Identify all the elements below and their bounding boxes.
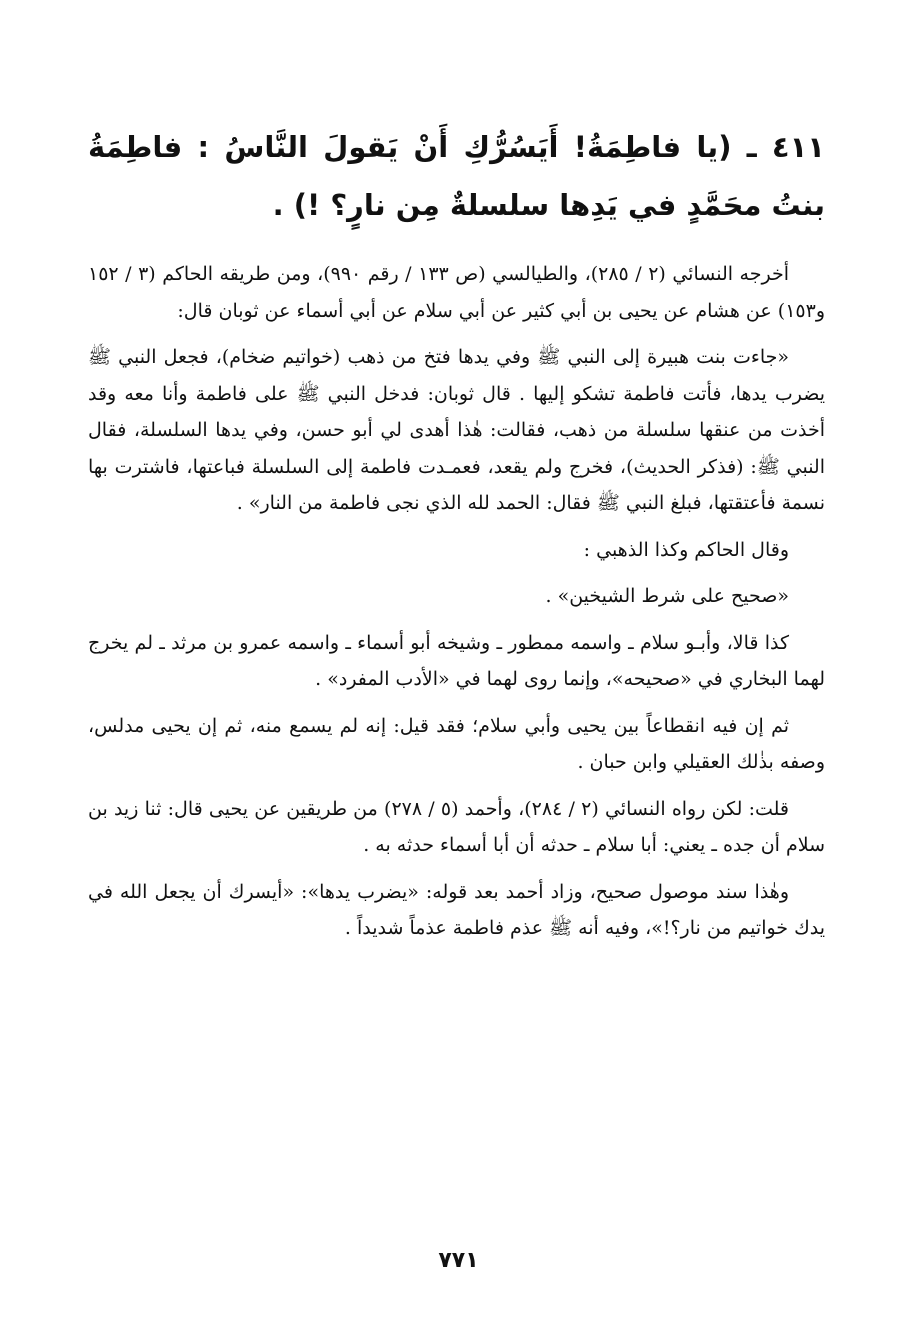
- paragraph-hadith-text: «جاءت بنت هبيرة إلى النبي ﷺ وفي يدها فتخ من ذهب (خواتيم ضخام)، فجعل النبي ﷺ يضرب يدها، فأتت فاطمة تشكو إليها . قال ثوبان: فدخل النبي ﷺ على فاطمة وأنا معه وقد أخذت من عنقها سلسلة من ذهب، فقالت: هٰذا أهدى لي أبو حسن، وفي يدها السلسلة، فقال النبي ﷺ: (فذكر الحديث)، فخرج ولم يقعد، فعمـدت فاطمة إلى السلسلة فباعتها، فاشترت بها نسمة فأعتقتها، فبلغ النبي ﷺ فقال: الحمد لله الذي نجى فاطمة من النار» .: [88, 346, 825, 514]
- paragraph-hakim-verdict: «صحيح على شرط الشيخين» .: [545, 585, 789, 607]
- paragraph-conclusion: وهٰذا سند موصول صحيح، وزاد أحمد بعد قوله: «يضرب يدها»: «أيسرك أن يجعل الله في يدك خواتيم من نار؟!»، وفيه أنه ﷺ عذم فاطمة عذماً شديداً .: [88, 880, 825, 939]
- hadith-heading: ٤١١ ـ (يا فاطِمَةُ! أَيَسُرُّكِ أَنْ يَقولَ النَّاسُ : فاطِمَةُ بنتُ محَمَّدٍ في يَدِها سلسلةٌ مِن نارٍ؟ !) .: [88, 130, 825, 222]
- paragraph-narrators-note: كذا قالا، وأبـو سلام ـ واسمه ممطور ـ وشيخه أبو أسماء ـ واسمه عمرو بن مرثد ـ لم يخرج لهما البخاري في «صحيحه»، وإنما روى لهما في «الأدب المفرد» .: [88, 631, 825, 690]
- paragraph-takhrij: أخرجه النسائي (٢ / ٢٨٥)، والطيالسي (ص ١٣٣ / رقم ٩٩٠)، ومن طريقه الحاكم (٣ / ١٥٢ و١٥٣) عن هشام عن يحيى بن أبي كثير عن أبي سلام عن أبي أسماء عن ثوبان قال:: [88, 263, 825, 322]
- paragraph-hakim-statement: وقال الحاكم وكذا الذهبي :: [583, 538, 789, 561]
- page-body: [88, 118, 825, 957]
- paragraph-inqita-note: ثم إن فيه انقطاعاً بين يحيى وأبي سلام؛ فقد قيل: إنه لم يسمع منه، ثم إن يحيى مدلس، وصفه بذٰلك العقيلي وابن حبان .: [88, 714, 825, 773]
- page-number: ٧٧١: [438, 1248, 479, 1273]
- paragraph-other-routes: قلت: لكن رواه النسائي (٢ / ٢٨٤)، وأحمد (٥ / ٢٧٨) من طريقين عن يحيى قال: ثنا زيد بن سلام أن جده ـ يعني: أبا سلام ـ حدثه أن أبا أسماء حدثه به .: [88, 797, 825, 856]
